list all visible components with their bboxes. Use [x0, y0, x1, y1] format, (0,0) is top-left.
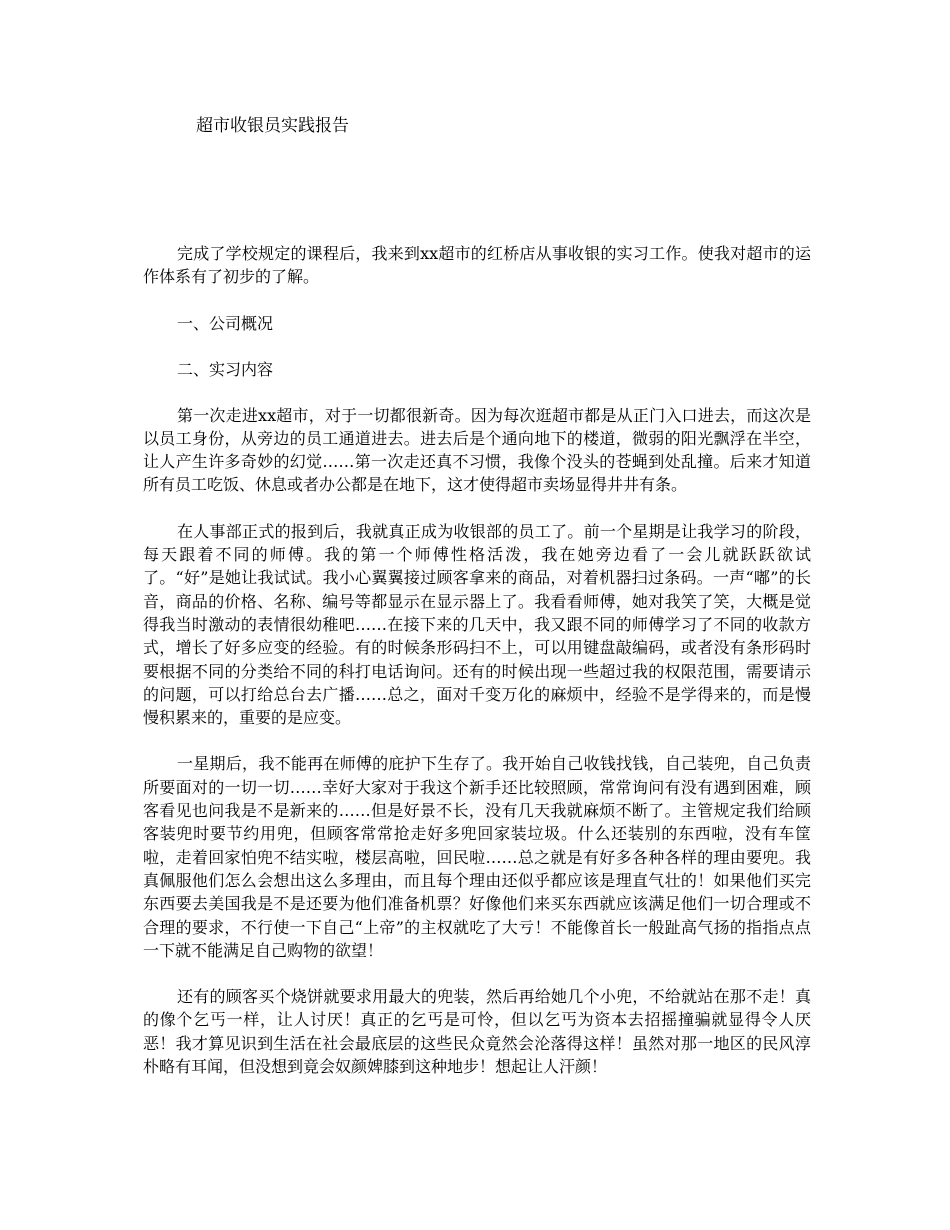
section-heading-internship-content: 二、实习内容 [177, 359, 274, 379]
body-paragraph: 第一次走进xx超市，对于一切都很新奇。因为每次逛超市都是从正门入口进去，而这次是以员工身份，从旁边的员工通道进去。进去后是个通向地下的楼道，微弱的阳光飘浮在半空，让人产生许多奇妙的幻觉……第一次走还真不习惯，我像个没头的苍蝇到处乱撞。后来才知道所有员工吃饭、休息或者办公都是在地下，这才使得超市卖场显得井井有条。 [143, 405, 811, 495]
body-paragraph: 在人事部正式的报到后，我就真正成为收银部的员工了。前一个星期是让我学习的阶段，每天跟着不同的师傅。我的第一个师傅性格活泼，我在她旁边看了一会儿就跃跃欲试了。“好”是她让我试试。我小心翼翼接过顾客拿来的商品，对着机器扫过条码。一声“嘟”的长音，商品的价格、名称、编号等都显示在显示器上了。我看看师傅，她对我笑了笑，大概是觉得我当时激动的表情很幼稚吧……在接下来的几天中，我又跟不同的师傅学习了不同的收款方式，增长了好多应变的经验。有的时候条形码扫不上，可以用键盘敲编码，或者没有条形码时要根据不同的分类给不同的科打电话询问。还有的时候出现一些超过我的权限范围，需要请示的问题，可以打给总台去广播……总之，面对千变万化的麻烦中，经验不是学得来的，而是慢慢积累来的，重要的是应变。 [143, 521, 811, 728]
intro-paragraph: 完成了学校规定的课程后，我来到xx超市的红桥店从事收银的实习工作。使我对超市的运作体系有了初步的了解。 [143, 244, 811, 287]
body-paragraph: 一星期后，我不能再在师傅的庇护下生存了。我开始自己收钱找钱，自己装兜，自己负责所要面对的一切一切……幸好大家对于我这个新手还比较照顾，常常询问有没有遇到困难，顾客看见也问我是不是新来的……但是好景不长，没有几天我就麻烦不断了。主管规定我们给顾客装兜时要节约用兜，但顾客常常抢走好多兜回家装垃圾。什么还装别的东西啦，没有车筐啦，走着回家怕兜不结实啦，楼层高啦，回民啦……总之就是有好多各种各样的理由要兜。我真佩服他们怎么会想出这么多理由，而且每个理由还似乎都应该是理直气壮的！如果他们买完东西要去美国我是不是还要为他们准备机票？好像他们来买东西就应该满足他们一切合理或不合理的要求，不行使一下自己“上帝”的主权就吃了大亏！不能像首长一般趾高气扬的指指点点一下就不能满足自己购物的欲望！ [143, 754, 811, 960]
section-heading-company-overview: 一、公司概况 [177, 313, 274, 333]
body-paragraph: 还有的顾客买个烧饼就要求用最大的兜装，然后再给她几个小兜，不给就站在那不走！真的像个乞丐一样，让人讨厌！真正的乞丐是可怜，但以乞丐为资本去招摇撞骗就显得令人厌恶！我才算见识到生活在社会最底层的这些民众竟然会沦落得这样！虽然对那一地区的民风淳朴略有耳闻，但没想到竟会奴颜婢膝到这种地步！想起让人汗颜！ [143, 987, 811, 1077]
document-title: 超市收银员实践报告 [196, 116, 349, 136]
document-body [143, 242, 811, 1101]
